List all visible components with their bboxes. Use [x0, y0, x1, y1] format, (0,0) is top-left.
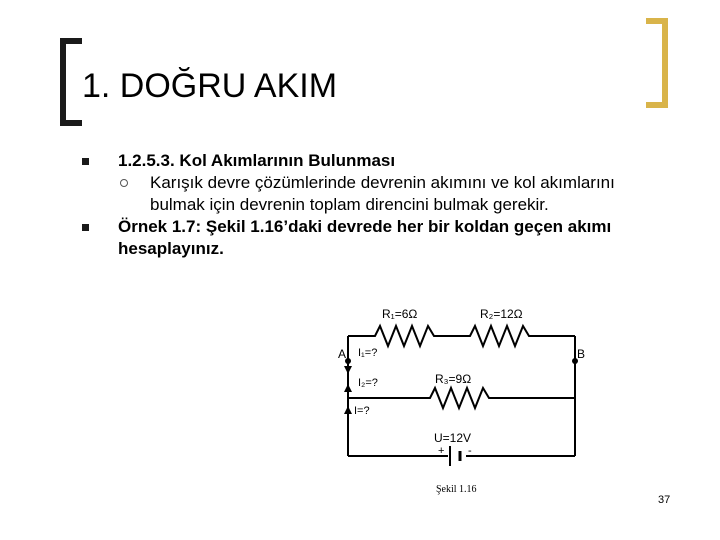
- bullet-item: [82, 216, 642, 260]
- sub-bullet-text: Karışık devre çözümlerinde devrenin akımını ve kol akımlarını bulmak için devrenin toplam direncini bulmak gerekir.: [150, 173, 615, 214]
- bullet-text: Örnek 1.7: Şekil 1.16’daki devrede her bir koldan geçen akımı hesaplayınız.: [118, 217, 612, 258]
- square-bullet-icon: [82, 158, 89, 165]
- r3-label: R₃=9Ω: [435, 372, 472, 386]
- left-bracket-decoration: [60, 38, 82, 126]
- source-label: U=12V: [434, 431, 472, 445]
- circuit-diagram: [330, 296, 620, 506]
- bullet-item: [82, 150, 642, 216]
- minus-sign: -: [468, 445, 472, 457]
- r1-label: R₁=6Ω: [382, 307, 418, 321]
- bullet-list: [82, 150, 642, 260]
- slide-title: 1. DOĞRU AKIM: [82, 67, 338, 105]
- circle-bullet-icon: [120, 179, 128, 187]
- current-arrow-i1: [344, 366, 352, 374]
- bullet-text: 1.2.5.3. Kol Akımlarının Bulunması: [118, 151, 396, 170]
- sub-bullet-item: [118, 172, 642, 216]
- current-arrow-i2: [344, 384, 352, 392]
- node-a-label: A: [338, 347, 347, 361]
- i-label: I=?: [354, 405, 370, 417]
- square-bullet-icon: [82, 224, 89, 231]
- resistor-r1-r2-branch: [348, 326, 575, 346]
- plus-sign: +: [438, 445, 445, 457]
- right-bracket-decoration: [646, 18, 668, 108]
- i2-label: I₂=?: [358, 377, 378, 389]
- r2-label: R₂=12Ω: [480, 307, 523, 321]
- current-arrow-i: [344, 406, 352, 414]
- resistor-r3-branch: [348, 388, 575, 408]
- figure-caption: Şekil 1.16: [436, 484, 477, 495]
- i1-label: I₁=?: [358, 347, 378, 359]
- node-b-label: B: [577, 347, 586, 361]
- page-number: 37: [658, 494, 671, 506]
